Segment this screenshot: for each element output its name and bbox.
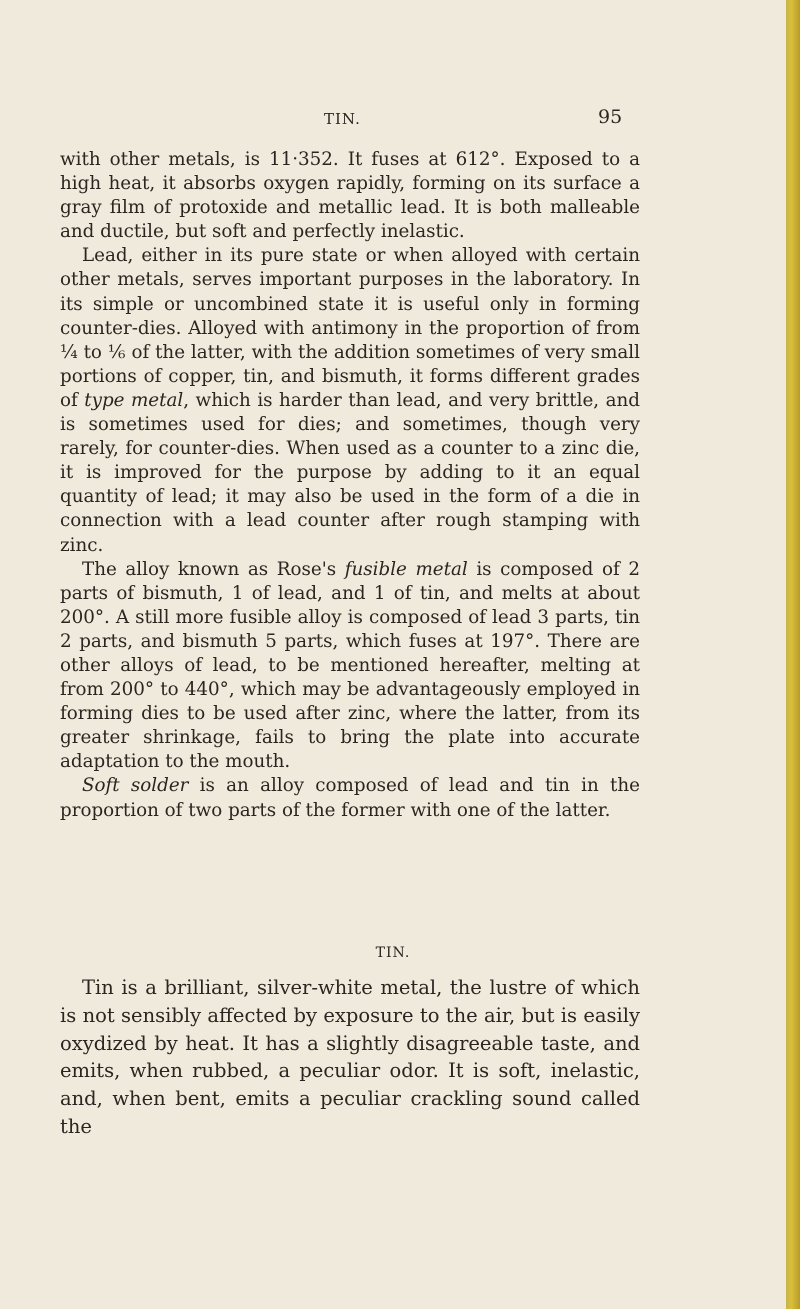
page-header — [0, 106, 786, 136]
paragraph-soft-solder — [60, 774, 640, 822]
text-run: is an alloy composed of lead and tin in the proportion of two parts of the former with one of the latter. — [60, 775, 640, 821]
text-run: Lead, either in its pure state or when alloyed with certain other metals, serves important purposes in the laboratory. In its simple or uncombined state it is useful only in forming counter-dies. Alloyed with antimony in the proportion of from ¼ to ⅙ of the latter, with the addition sometimes of very small portions of copper, tin, and bismuth, it forms different grades of — [60, 245, 640, 411]
italic-term-soft-solder: Soft solder — [82, 775, 189, 797]
paragraph-lead-properties — [60, 148, 640, 244]
section-heading-tin: TIN. — [375, 945, 411, 961]
body-text — [60, 148, 640, 823]
paragraph-lead-uses — [60, 244, 640, 557]
text-run: , which is harder than lead, and very brittle, and is sometimes used for dies; and sometimes, though very rarely, for counter-dies. When used as a counter to a zinc die, it is improved for the purpose by adding to it an equal quantity of lead; it may also be used in the form of a die in connection with a lead counter after rough stamping with zinc. — [60, 389, 640, 556]
page-number: 95 — [598, 106, 623, 128]
text-run: with other metals, is 11·352. It fuses at 612°. Exposed to a high heat, it absorbs oxygen rapidly, forming on its surface a gray film of protoxide and metallic lead. It is both malleable and ductile, but soft and perfectly inelastic. — [60, 149, 640, 243]
italic-term-fusible-metal: fusible metal — [344, 558, 468, 580]
paragraph-fusible-metal — [60, 558, 640, 775]
section-text-tin — [60, 974, 640, 1141]
text-run: The alloy known as Rose's — [82, 558, 345, 580]
page-edge-strip — [786, 0, 800, 1309]
text-run: is composed of 2 parts of bismuth, 1 of lead, and 1 of tin, and melts at about 200°. A still more fusible alloy is composed of lead 3 parts, tin 2 parts, and bismuth 5 parts, which fuses at 197°. There are other alloys of lead, to be mentioned hereafter, melting at from 200° to 440°, which may be advantageously employed in forming dies to be used after zinc, where the latter, from its greater shrinkage, fails to bring the plate into accurate adaptation to the mouth. — [60, 558, 640, 773]
paragraph-tin-properties: Tin is a brilliant, silver-white metal, the lustre of which is not sensibly affected by exposure to the air, but is easily oxydized by heat. It has a slightly disagreeable taste, and emits, when rubbed, a peculiar odor. It is soft, inelastic, and, when bent, emits a peculiar crackling sound called the — [60, 976, 640, 1138]
italic-term-type-metal: type metal — [84, 389, 184, 411]
running-title: TIN. — [324, 110, 361, 128]
